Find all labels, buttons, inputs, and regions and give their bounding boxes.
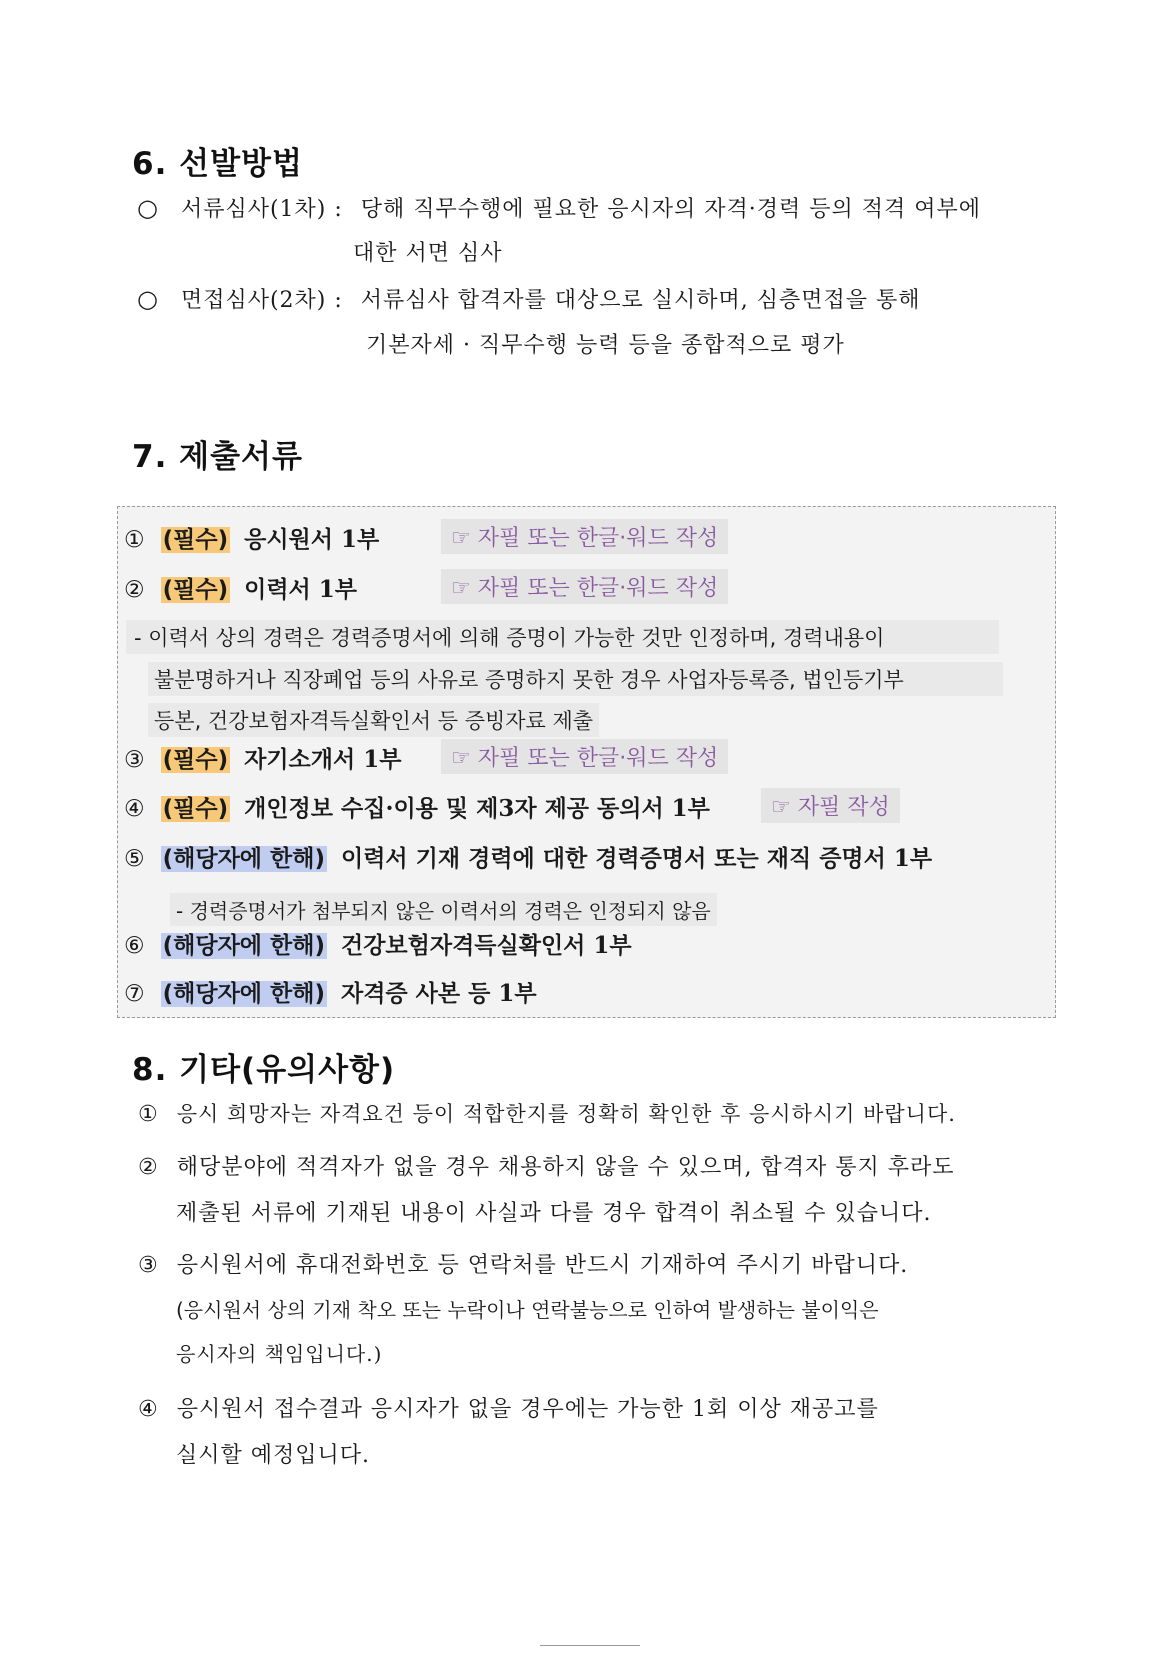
- doc-text: 자격증 사본 등 1부: [341, 980, 537, 1007]
- notice-item-2: [138, 1150, 954, 1181]
- s6-item-1: [137, 192, 981, 223]
- notice-item-3-cont-2: 응시자의 책임입니다.): [176, 1342, 383, 1366]
- doc-number: ⑦: [124, 981, 145, 1007]
- doc-item-6: [124, 927, 632, 960]
- doc-2-detail-1: - 이력서 상의 경력은 경력증명서에 의해 증명이 가능한 것만 인정하며, 경력내용이: [126, 620, 999, 654]
- section-8-title: 8. 기타(유의사항): [132, 1052, 396, 1088]
- doc-number: ④: [124, 796, 145, 822]
- doc-note: ☞ 자필 또는 한글·워드 작성: [441, 569, 728, 604]
- doc-text: 건강보험자격득실확인서 1부: [341, 932, 632, 959]
- doc-item-1: [124, 521, 379, 554]
- required-tag: (필수): [162, 796, 229, 822]
- conditional-tag: (해당자에 한해): [162, 846, 325, 872]
- notice-number: ④: [138, 1397, 159, 1422]
- conditional-tag: (해당자에 한해): [162, 933, 325, 959]
- doc-number: ⑥: [124, 933, 145, 959]
- notice-number: ③: [138, 1253, 159, 1278]
- s6-item-2-cont: 기본자세 · 직무수행 능력 등을 종합적으로 평가: [366, 333, 845, 358]
- doc-item-5: [124, 840, 932, 873]
- notice-item-4-cont: 실시할 예정입니다.: [176, 1443, 371, 1468]
- notice-text: 해당분야에 적격자가 없을 경우 채용하지 않을 수 있으며, 합격자 통지 후라도: [176, 1155, 955, 1180]
- doc-item-7: [124, 975, 537, 1008]
- doc-item-2: [124, 571, 357, 604]
- doc-text: 이력서 1부: [244, 576, 358, 603]
- section-7-title: 7. 제출서류: [132, 439, 303, 475]
- notice-item-3: [138, 1248, 908, 1279]
- notice-number: ②: [138, 1155, 159, 1180]
- doc-2-detail-2: 불분명하거나 직장폐업 등의 사유로 증명하지 못한 경우 사업자등록증, 법인등기부: [148, 662, 1003, 696]
- doc-number: ①: [124, 527, 145, 553]
- required-tag: (필수): [162, 747, 229, 773]
- doc-2-detail-3: 등본, 건강보험자격득실확인서 등 증빙자료 제출: [148, 703, 599, 737]
- notice-text: 응시원서 접수결과 응시자가 없을 경우에는 가능한 1회 이상 재공고를: [176, 1397, 879, 1422]
- s6-item-1-cont: 대한 서면 심사: [353, 241, 503, 266]
- doc-number: ③: [124, 747, 145, 773]
- doc-number: ②: [124, 577, 145, 603]
- doc-note: ☞ 자필 작성: [761, 788, 900, 823]
- doc-note: ☞ 자필 또는 한글·워드 작성: [441, 519, 728, 554]
- notice-item-4: [138, 1392, 879, 1423]
- s6-item-1-label: 서류심사(1차) :: [180, 197, 343, 222]
- notice-text: 응시원서에 휴대전화번호 등 연락처를 반드시 기재하여 주시기 바랍니다.: [176, 1253, 909, 1278]
- doc-text: 이력서 기재 경력에 대한 경력증명서 또는 재직 증명서 1부: [341, 845, 933, 872]
- doc-text: 개인정보 수집·이용 및 제3자 제공 동의서 1부: [244, 795, 710, 822]
- required-tag: (필수): [162, 527, 229, 553]
- s6-item-2-text: 서류심사 합격자를 대상으로 실시하며, 심층면접을 통해: [360, 288, 921, 313]
- required-tag: (필수): [162, 577, 229, 603]
- doc-text: 응시원서 1부: [244, 526, 380, 553]
- doc-item-3: [124, 741, 401, 774]
- s6-item-1-text: 당해 직무수행에 필요한 응시자의 자격·경력 등의 적격 여부에: [360, 197, 982, 222]
- notice-item-2-cont: 제출된 서류에 기재된 내용이 사실과 다를 경우 합격이 취소될 수 있습니다.: [176, 1201, 932, 1226]
- footer-divider: [540, 1645, 640, 1646]
- conditional-tag: (해당자에 한해): [162, 981, 325, 1007]
- notice-item-3-cont-1: (응시원서 상의 기재 착오 또는 누락이나 연락불능으로 인하여 발생하는 불이익은: [176, 1298, 879, 1322]
- doc-text: 자기소개서 1부: [244, 746, 402, 773]
- section-6-title: 6. 선발방법: [132, 146, 303, 182]
- circle-bullet-icon: ○: [137, 194, 159, 222]
- s6-item-2: [137, 283, 921, 314]
- notice-text: 응시 희망자는 자격요건 등이 적합한지를 정확히 확인한 후 응시하시기 바랍니다.: [176, 1102, 956, 1126]
- doc-number: ⑤: [124, 846, 145, 872]
- doc-5-detail: - 경력증명서가 첨부되지 않은 이력서의 경력은 인정되지 않음: [170, 893, 717, 926]
- doc-note: ☞ 자필 또는 한글·워드 작성: [441, 739, 728, 774]
- circle-bullet-icon: ○: [137, 285, 159, 313]
- documents-box: [117, 506, 1056, 1018]
- doc-item-4: [124, 790, 710, 823]
- s6-item-2-label: 면접심사(2차) :: [180, 288, 343, 313]
- notice-item-1: [138, 1098, 956, 1128]
- notice-number: ①: [138, 1102, 159, 1127]
